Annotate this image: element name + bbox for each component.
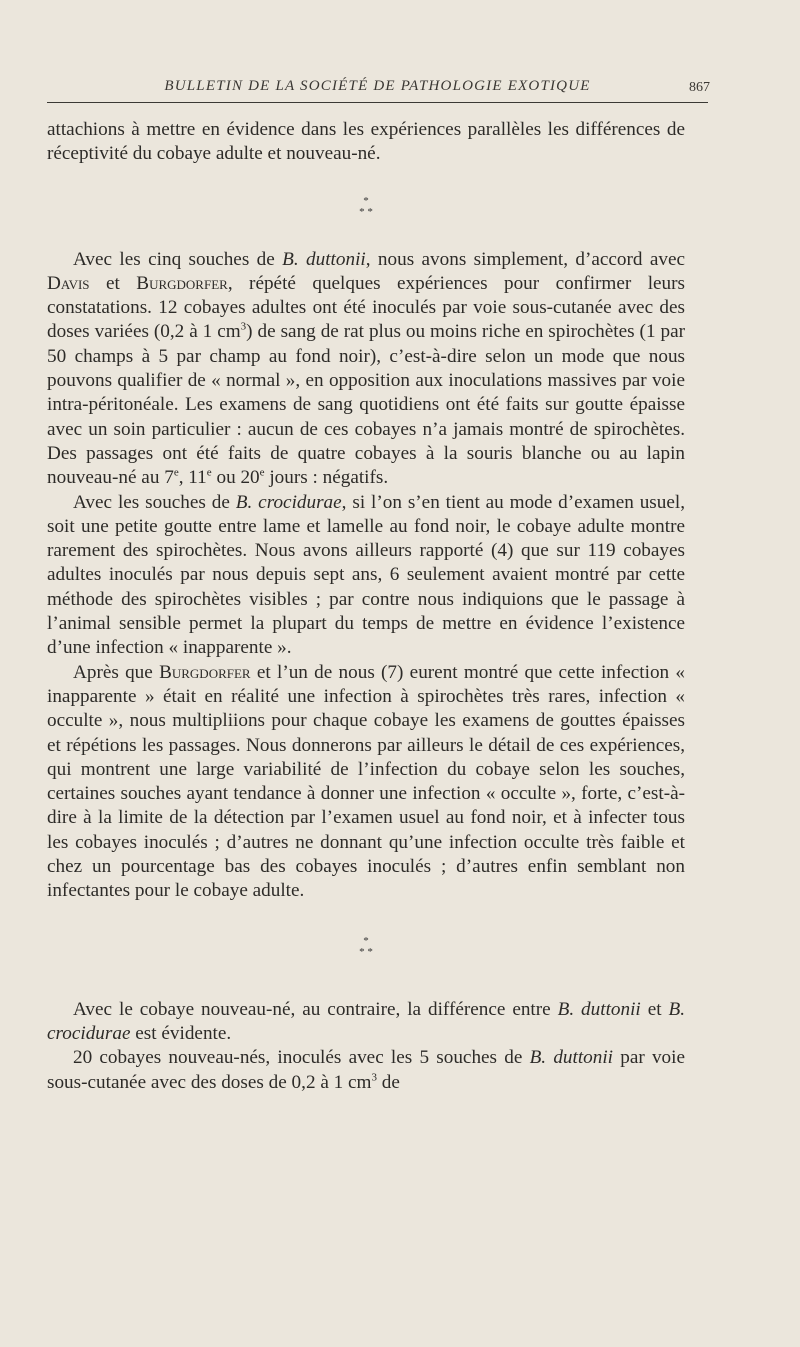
species-name: B. duttonii — [529, 1047, 614, 1069]
paragraph-duttonii-adult: Avec les cinq souches de B. duttonii, nous avons simplement, d’accord avec Davis et Burgdorfer, répété quelques expériences pour confirmer leurs constatations. 12 cobayes adultes ont été inoculés par voie sous-cutanée avec des doses variées (0,2 à 1 $cm^3$) de sang de rat plus ou moins riche en spirochètes (1 par 50 champs à 5 par champ au fond noir), c’est-à-dire selon un mode que nous pouvons qualifier de « normal », en opposition aux inoculations massives par voie intra-péritonéale. Les examens de sang quotidiens ont été faits sur goutte épaisse avec un soin particulier : aucun de ces cobayes n’a jamais montré de spirochètes. Des passages ont été faits de quatre cobayes à la souris blanche ou au lapin nouveau-né au 7e, 11e ou 20e jours : négatifs. — [47, 248, 685, 489]
species-name: B. duttonii — [282, 248, 366, 270]
page-header — [47, 78, 708, 103]
paragraph-continuation: attachions à mettre en évidence dans les expériences parallèles les différences de réceptivité du cobaye adulte et nouveau-né. — [47, 119, 685, 165]
species-name: B. duttonii — [557, 998, 641, 1020]
section-separator — [47, 196, 685, 218]
section-separator — [47, 936, 685, 958]
article-body — [47, 118, 685, 1095]
species-name: B. crocidurae — [235, 491, 342, 513]
page-number: 867 — [689, 80, 710, 95]
author-name: Burgdorfer — [136, 272, 228, 294]
species-name: B. crocidurae — [47, 998, 686, 1044]
separator-stars-bottom: * * — [359, 945, 373, 958]
paragraph-crocidurae-adult: Avec les souches de B. crocidurae, si l’on s’en tient au mode d’examen usuel, soit une petite goutte entre lame et lamelle au fond noir, le cobaye adulte montre rarement des spirochètes. Nous avons ailleurs rapporté (4) que sur 119 cobayes adultes inoculés par nous depuis sept ans, 6 seulement avaient montré par cette méthode des spirochètes visibles ; par contre nous indiquions que le passage à l’animal sensible permet la plupart du temps de mettre en évidence l’existence d’une infection « inapparente ». — [47, 491, 686, 659]
separator-star-top: * — [363, 194, 369, 207]
author-name: Burgdorfer — [159, 661, 251, 683]
author-name: Davis — [47, 272, 90, 294]
running-title: BULLETIN DE LA SOCIÉTÉ DE PATHOLOGIE EXOTIQUE — [164, 78, 591, 94]
separator-star-top: * — [363, 934, 369, 947]
paragraph-occult-infection: Après que Burgdorfer et l’un de nous (7) eurent montré que cette infection « inapparente » était en réalité une infection à spirochètes très rares, infection « occulte », nous multipliions pour chaque cobaye les examens de gouttes épaisses et répétions les passages. Nous donnerons par ailleurs le détail de ces expériences, qui montrent une large variabilité de l’infection du cobaye selon les souches, certaines souches ayant tendance à donner une infection « occulte », forte, c’est-à-dire à la limite de la détection par l’examen usuel au fond noir, et à infecter tous les cobayes inoculés ; d’autres ne donnant qu’une infection occulte très faible et chez un pourcentage bas des cobayes inoculés ; d’autres enfin semblant non infectantes pour le cobaye adulte. — [47, 661, 685, 902]
separator-stars-bottom: * * — [359, 205, 373, 218]
paragraph-newborn-duttonii: 20 cobayes nouveau-nés, inoculés avec les 5 souches de B. duttonii par voie sous-cutanée avec des doses de 0,2 à 1 $cm^3$ de — [47, 1047, 685, 1093]
paragraph-newborn-comparison: Avec le cobaye nouveau-né, au contraire, la différence entre B. duttonii et B. crocidurae est évidente. — [47, 998, 686, 1044]
